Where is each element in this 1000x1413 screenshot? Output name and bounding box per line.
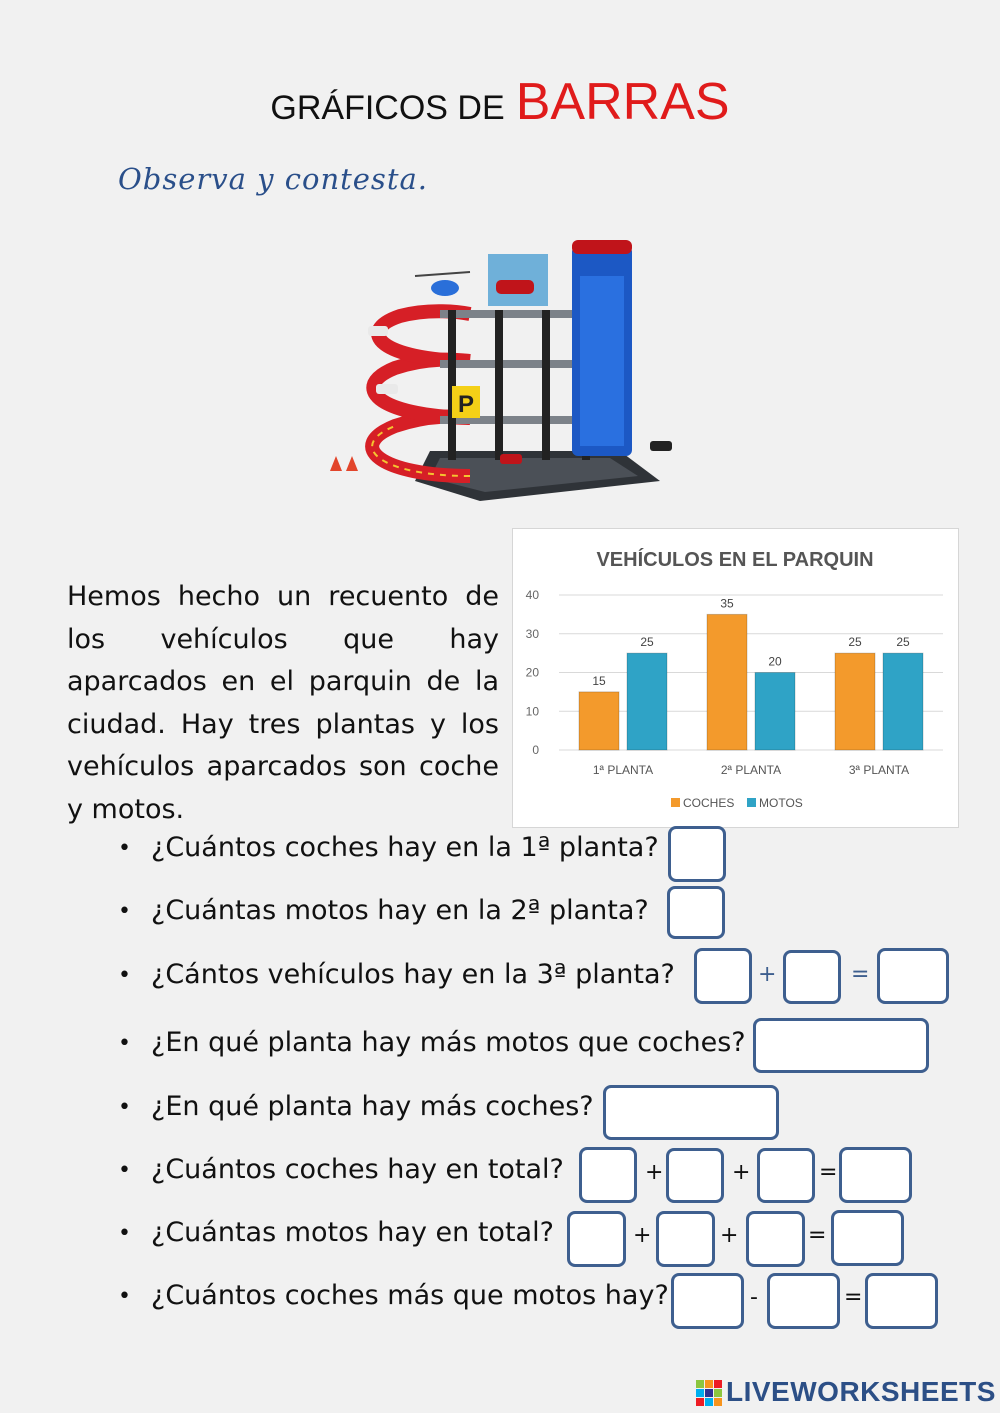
- chart-title: VEHÍCULOS EN EL PARQUIN: [596, 549, 874, 571]
- question-text: ¿En qué planta hay más coches?: [151, 1091, 594, 1122]
- question-text: ¿Cuántos coches hay en la 1ª planta?: [151, 832, 659, 863]
- bar-coches: [835, 653, 875, 750]
- x-tick-label: 3ª PLANTA: [848, 763, 910, 777]
- title-part-1: GRÁFICOS DE: [270, 89, 505, 127]
- data-label: 25: [896, 635, 910, 650]
- bullet: •: [118, 899, 131, 924]
- bullet: •: [118, 1284, 131, 1309]
- plus-sign: +: [633, 1223, 652, 1248]
- question-text: ¿Cuántos coches hay en total?: [151, 1154, 564, 1185]
- data-label: 20: [768, 654, 782, 669]
- y-tick-label: 30: [525, 626, 539, 641]
- bar-motos: [883, 653, 923, 750]
- equals-sign: =: [819, 1160, 838, 1185]
- answer-box-q1[interactable]: [668, 826, 726, 882]
- answer-box-q6-b[interactable]: [666, 1148, 724, 1203]
- minus-sign: -: [750, 1285, 758, 1310]
- subtitle: Observa y contesta.: [118, 162, 428, 196]
- parking-garage-illustration: [320, 236, 700, 511]
- intro-paragraph: Hemos hecho un recuento de los vehículos que hay aparcados en el parquin de la ciudad. Hay tres plantas y los vehículos aparcados son coche y motos.: [67, 581, 499, 825]
- bullet: •: [118, 1221, 131, 1246]
- legend-swatch-coches: [671, 798, 680, 807]
- bar-chart-svg: [513, 529, 958, 827]
- question-1: [118, 832, 659, 863]
- data-label: 25: [848, 635, 862, 650]
- liveworksheets-icon: [696, 1380, 722, 1406]
- answer-box-q8-result[interactable]: [865, 1273, 938, 1329]
- answer-box-q6-total[interactable]: [839, 1147, 912, 1203]
- bar-chart: [512, 528, 959, 828]
- answer-box-q8-a[interactable]: [671, 1273, 744, 1329]
- question-text: ¿Cuántas motos hay en la 2ª planta?: [151, 895, 649, 926]
- answer-box-q5[interactable]: [603, 1085, 779, 1140]
- data-label: 25: [640, 635, 654, 650]
- answer-box-q7-a[interactable]: [567, 1211, 626, 1267]
- question-7: [118, 1217, 554, 1248]
- bar-motos: [755, 673, 795, 751]
- plus-sign: +: [732, 1160, 751, 1185]
- question-text: ¿Cuántas motos hay en total?: [151, 1217, 554, 1248]
- liveworksheets-wordmark: LIVEWORKSHEETS: [726, 1376, 996, 1407]
- bar-coches: [707, 614, 747, 750]
- question-8: [118, 1280, 669, 1311]
- question-3: [118, 959, 675, 990]
- bullet: •: [118, 963, 131, 988]
- data-label: 15: [592, 673, 606, 688]
- y-tick-label: 0: [532, 743, 539, 757]
- answer-box-q8-b[interactable]: [767, 1273, 840, 1329]
- answer-box-q4[interactable]: [753, 1018, 929, 1073]
- legend-label: MOTOS: [759, 796, 803, 810]
- bullet: •: [118, 1158, 131, 1183]
- bar-motos: [627, 653, 667, 750]
- y-tick-label: 10: [525, 704, 539, 719]
- question-4: [118, 1027, 746, 1058]
- legend-label: COCHES: [683, 796, 735, 810]
- answer-box-q7-total[interactable]: [831, 1210, 904, 1266]
- question-text: ¿En qué planta hay más motos que coches?: [151, 1027, 746, 1058]
- question-2: [118, 895, 649, 926]
- y-tick-label: 40: [525, 588, 539, 602]
- y-tick-label: 20: [525, 665, 539, 680]
- title-part-2: BARRAS: [515, 73, 730, 131]
- data-label: 35: [720, 596, 734, 611]
- answer-box-q3-b[interactable]: [783, 950, 841, 1004]
- answer-box-q2[interactable]: [667, 886, 725, 939]
- answer-box-q7-c[interactable]: [746, 1211, 805, 1267]
- x-tick-label: 1ª PLANTA: [592, 763, 654, 777]
- bullet: •: [118, 836, 131, 861]
- equals-sign: =: [808, 1223, 827, 1248]
- answer-box-q3-a[interactable]: [694, 948, 752, 1004]
- plus-sign: +: [720, 1223, 739, 1248]
- answer-box-q6-a[interactable]: [579, 1147, 637, 1203]
- question-text: ¿Cuántos coches más que motos hay?: [151, 1280, 669, 1311]
- answer-box-q6-c[interactable]: [757, 1148, 815, 1203]
- question-6: [118, 1154, 564, 1185]
- bullet: •: [118, 1031, 131, 1056]
- bar-coches: [579, 692, 619, 750]
- bullet: •: [118, 1095, 131, 1120]
- equals-sign: =: [844, 1285, 863, 1310]
- svg-text:P: P: [457, 391, 475, 418]
- answer-box-q3-total[interactable]: [877, 948, 949, 1004]
- x-tick-label: 2ª PLANTA: [720, 763, 782, 777]
- equals-sign: =: [851, 962, 870, 987]
- question-5: [118, 1091, 594, 1122]
- legend-swatch-motos: [747, 798, 756, 807]
- page-title: [0, 72, 1000, 132]
- question-text: ¿Cántos vehículos hay en la 3ª planta?: [151, 959, 675, 990]
- plus-sign: +: [758, 962, 777, 987]
- plus-sign: +: [645, 1160, 664, 1185]
- answer-box-q7-b[interactable]: [656, 1211, 715, 1267]
